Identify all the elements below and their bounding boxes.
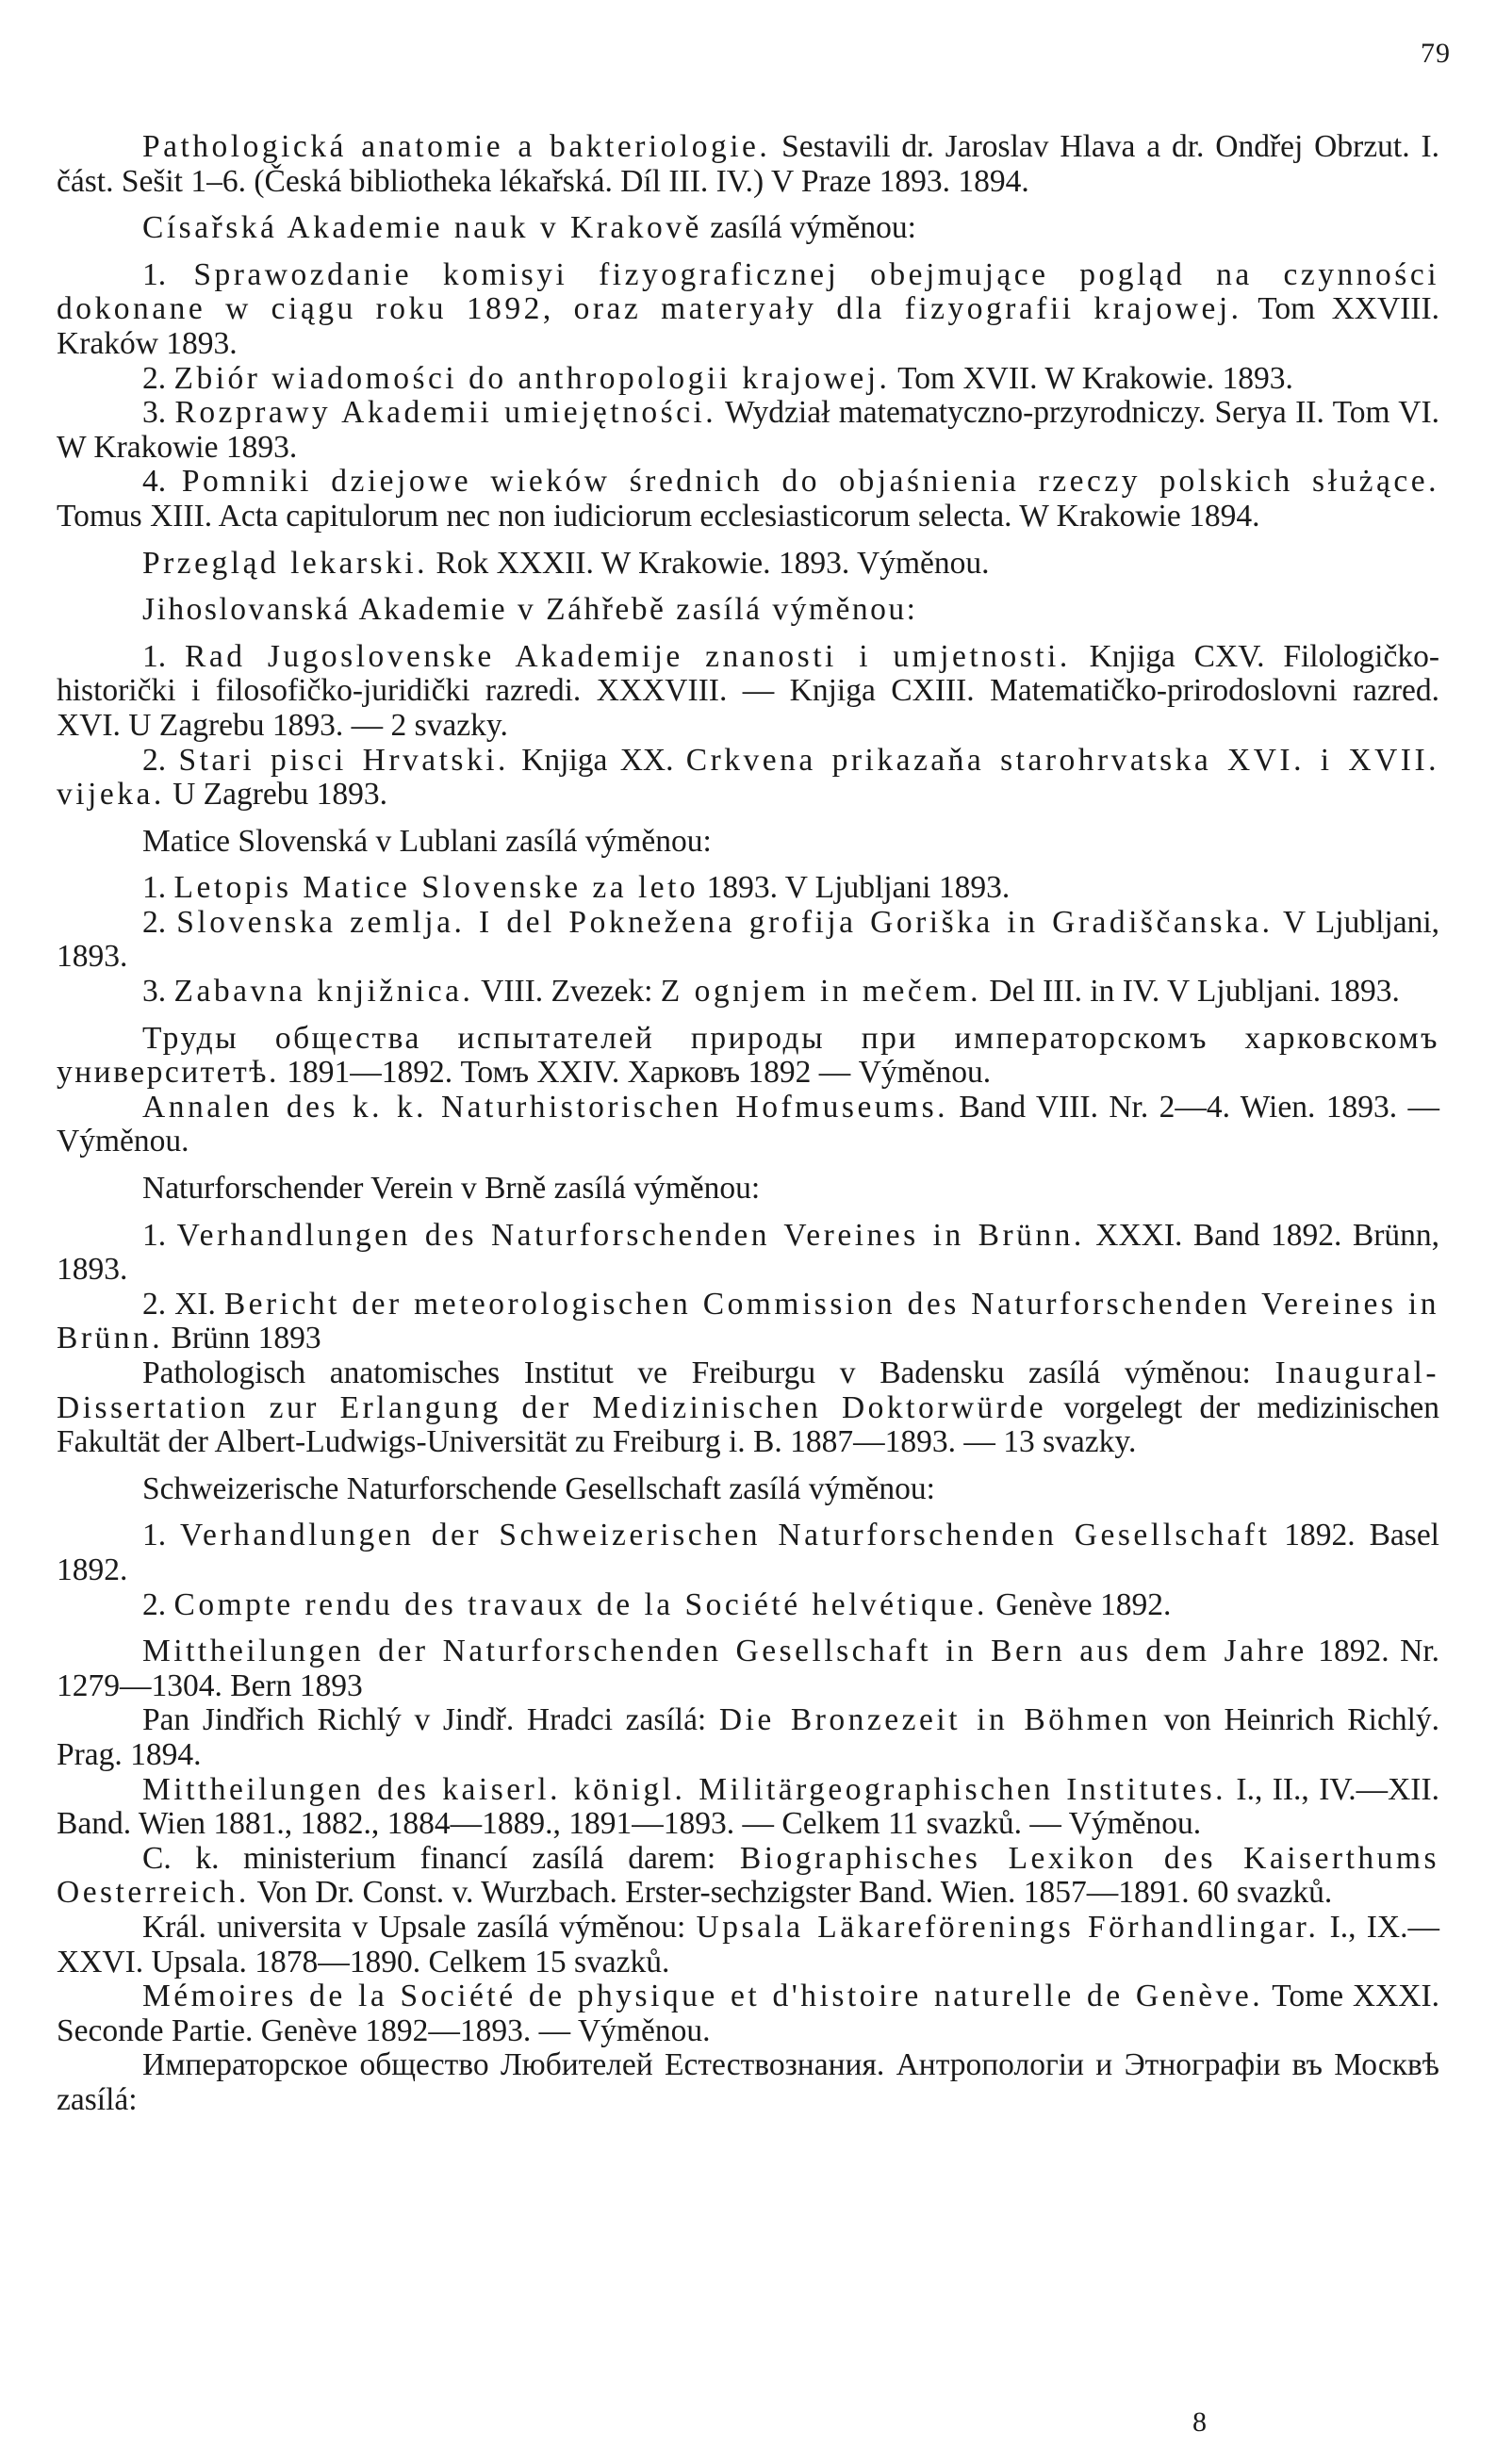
entry-militargeographisch: Mittheilungen des kaiserl. königl. Militärgeographischen Institutes. I., II., IV.—XII. Band. Wien 1881., 1882., 1884—1889., 1891—1893. — Celkem 11 svazků. — Výměnou. [57,1771,1439,1842]
entry-verhandlungen-schweiz: 1. Verhandlungen der Schweizerischen Naturforschenden Gesellschaft 1892. Basel 1892. [57,1518,1439,1587]
entry-zabavna-knjiznica: 3. Zabavna knjižnica. VIII. Zvezek: Z ognjem in mečem. Del III. in IV. V Ljubljani. 1893. [142,974,1400,1010]
entry-rozprawy: 3. Rozprawy Akademii umiejętności. Wydział matematyczno-przyrodniczy. Serya II. Tom VI. W Krakowie 1893. [57,395,1439,465]
heading-naturforschender-verein: Naturforschender Verein v Brně zasílá výměnou: [142,1171,761,1207]
entry-slovenska-zemlja: 2. Slovenska zemlja. I del Pokneženа grofija Goriška in Gradiščanska. V Ljubljani, 1893. [57,904,1439,975]
entry-freiburg-dissertation: Pathologisch anatomisches Institut ve Freiburgu v Badensku zasílá výměnou: Inaugural-Dissertation zur Erlangung der Medizinischen Doktorwürde vorgelegt der medizinischen Fakultät der Albert-Ludwigs-Universität zu Freiburg i. B. 1887—1893. — 13 svazky. [57,1355,1439,1460]
document-body [57,130,1439,2117]
signature-mark: 8 [1192,2407,1207,2438]
entry-letopis: 1. Letopis Matice Slovenske za leto 1893. V Ljubljani 1893. [142,870,1011,906]
entry-verhandlungen-brunn: 1. Verhandlungen des Naturforschenden Vereines in Brünn. XXXI. Band 1892. Brünn, 1893. [57,1217,1439,1288]
entry-sprawozdanie: 1. Sprawozdanie komisyi fizyograficznej obejmujące pogląd na czynności dokonane w ciągu roku 1892, oraz materyały dla fizyografii krajowej. Tom XXVIII. Kraków 1893. [57,256,1440,361]
heading-krakow-academy: Císařská Akademie nauk v Krakově zasílá výměnou: [142,210,916,246]
entry-zbior-wiadomosci: 2. Zbiór wiadomości do anthropologii krajowej. Tom XVII. W Krakowie. 1893. [142,360,1293,396]
entry-upsala: Král. universita v Upsale zasílá výměnou: Upsala Läkareförenings Förhandlingar. I., IX.—XXVI. Upsala. 1878—1890. Celkem 15 svazků. [57,1909,1439,1979]
entry-rad-jugoslovenske: 1. Rad Jugoslovenske Akademije znanosti i umjetnosti. Knjiga CXV. Filologičko-historički i filosofičko-juridički razredi. XXXVIII. — Knjiga CXIII. Matematičko-prirodoslovni razred. XVI. U Zagrebu 1893. — 2 svazky. [57,638,1439,743]
entry-pathologicka-anatomie: Pathologická anatomie a bakteriologie. Sestavili dr. Jaroslav Hlava a dr. Ondřej Obrzut. I. část. Sešit 1–6. (Česká bibliotheka lékařská. Díl III. IV.) V Praze 1893. 1894. [57,129,1439,199]
entry-przeglad-lekarski: Przegląd lekarski. Rok XXXII. W Krakowie. 1893. Výměnou. [142,545,990,581]
entry-trudy-kharkov: Труды общества испытателей природы при императорскомъ харковскомъ университетѣ. 1891—1892. Томъ XXIV. Харковъ 1892 — Výměnou. [57,1020,1439,1091]
entry-memoires-geneve: Mémoires de la Société de physique et d'histoire naturelle de Genève. Tome XXXI. Seconde Partie. Genève 1892—1893. — Výměnou. [57,1979,1439,2048]
entry-compte-rendu: 2. Compte rendu des travaux de la Société helvétique. Genève 1892. [142,1586,1172,1622]
entry-biographisches-lexikon: C. k. ministerium financí zasílá darem: Biographisches Lexikon des Kaiserthums Oesterreich. Von Dr. Const. v. Wurzbach. Erster-sechzigster Band. Wien. 1857—1891. 60 svazků. [57,1840,1439,1911]
entry-stari-pisci: 2. Stari pisci Hrvatski. Knjiga XX. Crkvena prikazaňa starohrvatska XVI. i XVII. vijeka. U Zagrebu 1893. [57,742,1439,813]
entry-pomniki: 4. Pomniki dziejowe wieków średnich do objaśnienia rzeczy polskich służące. Tomus XIII. Acta capitulorum nec non iudiciorum ecclesiasticorum selecta. W Krakowie 1894. [57,464,1440,534]
entry-bericht-meteorologischen: 2. XI. Bericht der meteorologischen Commission des Naturforschenden Vereines in Brünn. Brünn 1893 [57,1286,1439,1356]
entry-mittheilungen-bern: Mittheilungen der Naturforschenden Gesellschaft in Bern aus dem Jahre 1892. Nr. 1279—1304. Bern 1893 [57,1634,1439,1703]
heading-matice-slovenska: Matice Slovenská v Lublani zasílá výměnou: [142,823,712,859]
entry-annalen-hofmuseum: Annalen des k. k. Naturhistorischen Hofmuseums. Band VIII. Nr. 2—4. Wien. 1893. — Výměnou. [57,1089,1439,1159]
heading-zagreb-academy: Jihoslovanská Akademie v Záhřebě zasílá výměnou: [142,592,918,628]
heading-schweizerische: Schweizerische Naturforschende Gesellschaft zasílá výměnou: [142,1470,935,1506]
entry-richly-bronzezeit: Pan Jindřich Richlý v Jindř. Hradci zasílá: Die Bronzezeit in Böhmen von Heinrich Richlý. Prag. 1894. [57,1702,1439,1772]
page-number: 79 [1421,38,1451,69]
entry-moscow-society: Императорское общество Любителей Естествознания. Антропологіи и Этнографіи въ Москвѣ zasílá: [57,2047,1439,2117]
